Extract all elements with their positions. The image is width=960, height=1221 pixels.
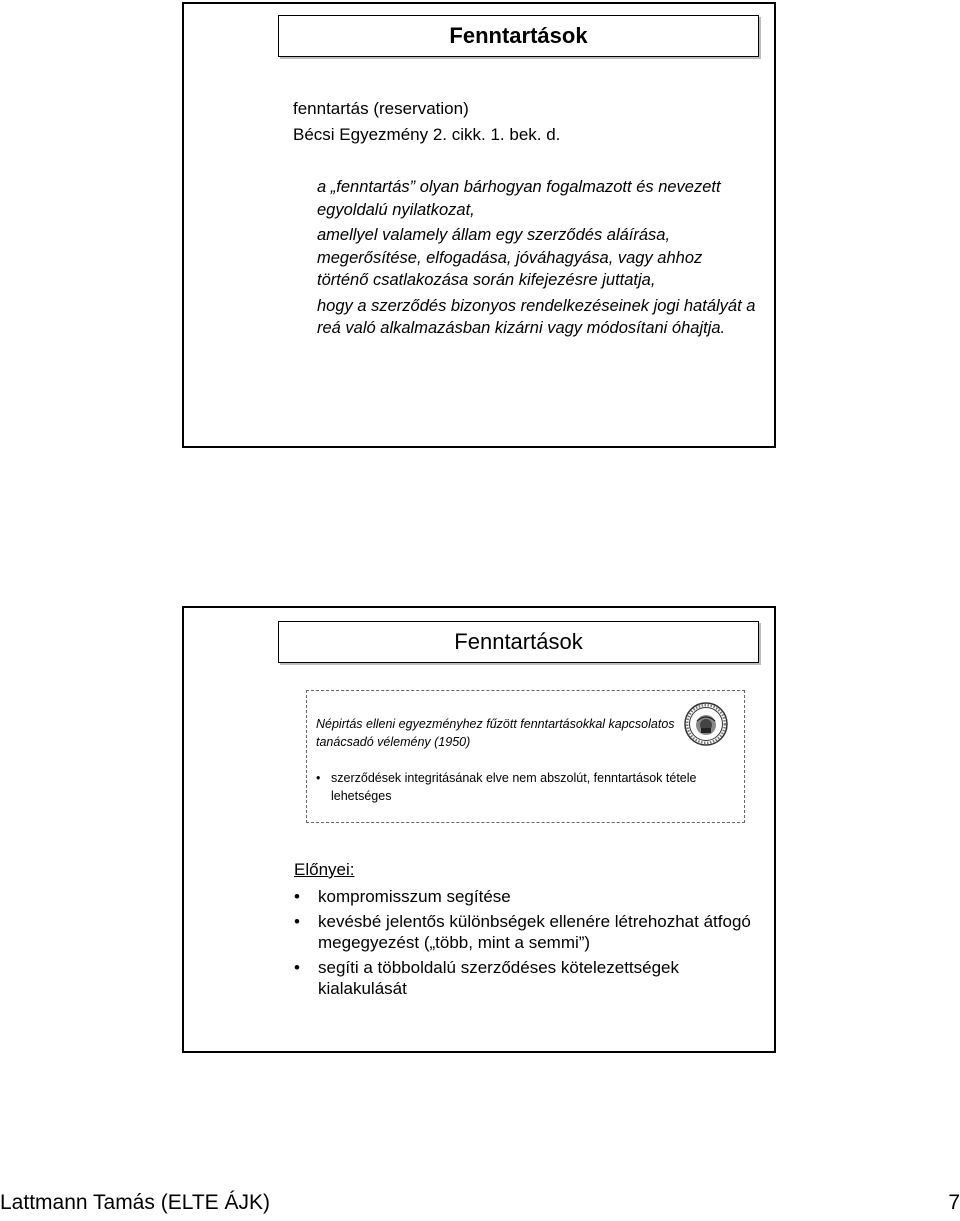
page-number: 7 bbox=[948, 1191, 960, 1214]
case-box bbox=[306, 690, 745, 823]
advantages-title: Előnyei: bbox=[294, 860, 355, 879]
intro-text bbox=[293, 96, 560, 148]
slide-1 bbox=[182, 2, 776, 448]
advantages-list bbox=[294, 886, 764, 1000]
intro-line: Bécsi Egyezmény 2. cikk. 1. bek. d. bbox=[293, 125, 561, 144]
case-bullet: • szerződések integritásának elve nem abszolút, fenntartások tétele lehetséges bbox=[316, 769, 734, 805]
list-item: • segíti a többoldalú szerződéses kötelezettségek kialakulását bbox=[294, 957, 764, 1000]
slide-2 bbox=[182, 606, 776, 1053]
list-item: • kompromisszum segítése bbox=[294, 886, 764, 908]
quote-paragraph: hogy a szerződés bizonyos rendelkezéseinek jogi hatályát a reá való alkalmazásban kizárni vagy módosítani óhajtja. bbox=[317, 296, 756, 337]
case-heading: Népirtás elleni egyezményhez fűzött fenntartásokkal kapcsolatos tanácsadó vélemény (1950) bbox=[316, 717, 675, 749]
advantages-section bbox=[294, 859, 764, 1003]
list-item: • kevésbé jelentős különbségek ellenére létrehozhat átfogó megegyezést („több, mint a semmi”) bbox=[294, 911, 764, 954]
slide-title: Fenntartások bbox=[278, 15, 759, 57]
intro-line: fenntartás (reservation) bbox=[293, 99, 469, 118]
quote-paragraph: amellyel valamely állam egy szerződés aláírása, megerősítése, elfogadása, jóváhagyása, vagy ahhoz történő csatlakozása során kifejezésre juttatja, bbox=[317, 226, 703, 289]
definition-quote bbox=[317, 176, 757, 343]
quote-paragraph: a „fenntartás” olyan bárhogyan fogalmazott és nevezett egyoldalú nyilatkozat, bbox=[317, 178, 721, 219]
slide-title: Fenntartások bbox=[278, 621, 759, 663]
court-seal-icon bbox=[683, 701, 729, 747]
footer-author: Lattmann Tamás (ELTE ÁJK) bbox=[0, 1191, 270, 1214]
